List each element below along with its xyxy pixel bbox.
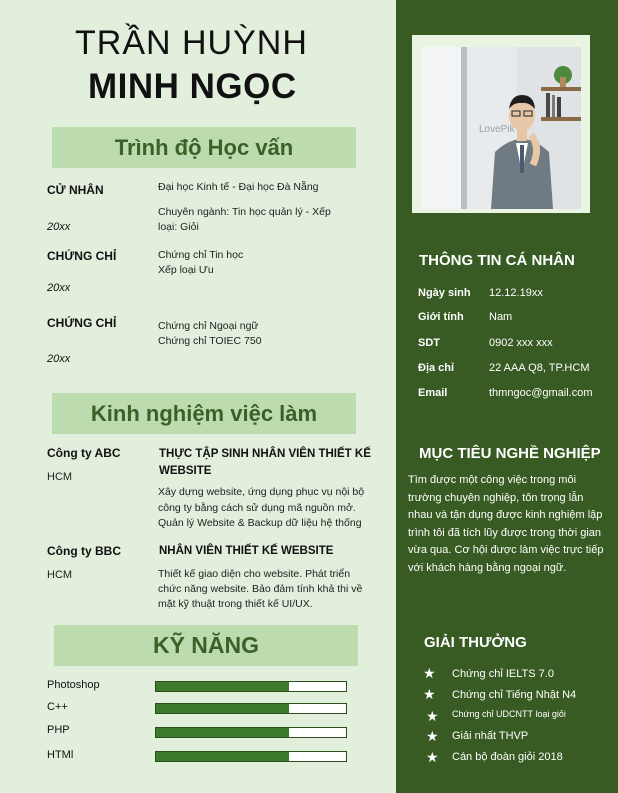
education-heading: Trình độ Học vấn: [52, 127, 356, 168]
skill-bar-2: [155, 703, 347, 714]
personal-value-email: thmngoc@gmail.com: [489, 387, 593, 399]
education-label-1: CỬ NHÂN: [47, 183, 104, 197]
skill-fill-4: [156, 752, 289, 761]
skill-name-4: HTMl: [47, 749, 74, 761]
star-icon: ★: [423, 665, 436, 681]
education-year-2: 20xx: [47, 282, 71, 294]
skill-bar-1: [155, 681, 347, 692]
education-line-3a: Chứng chỉ Ngoại ngữ: [158, 320, 259, 332]
photo-frame: [412, 35, 590, 213]
personal-key-birth: Ngày sinh: [418, 287, 471, 299]
profile-photo: [421, 47, 581, 209]
skills-heading: KỸ NĂNG: [54, 625, 358, 666]
education-line-2b: Xếp loại Ưu: [158, 264, 214, 276]
education-line-1b: Chuyên ngành: Tin học quản lý - Xếp: [158, 206, 331, 218]
personal-value-gender: Nam: [489, 311, 513, 323]
education-label-2: CHỨNG CHỈ: [47, 249, 117, 263]
experience-desc-1c: Quản lý Website & Backup dữ liệu hệ thống: [158, 517, 362, 529]
skill-bar-3: [155, 727, 347, 738]
education-label-3: CHỨNG CHỈ: [47, 316, 117, 330]
personal-value-birth: 12.12.19xx: [489, 287, 543, 299]
experience-desc-2a: Thiết kế giao diện cho website. Phát triển: [158, 568, 351, 580]
education-year-1: 20xx: [47, 221, 71, 233]
award-3: Chứng chỉ UDCNTT loại giỏi: [452, 709, 566, 719]
award-1: Chứng chỉ IELTS 7.0: [452, 668, 554, 680]
skill-name-2: C++: [47, 701, 68, 713]
education-line-1c: loại: Giỏi: [158, 221, 199, 233]
name-line-2: MINH NGỌC: [88, 67, 297, 106]
experience-desc-2b: chức năng website. Bảo đảm tính khả thi về: [158, 583, 363, 595]
education-line-1a: Đại học Kinh tế - Đại học Đà Nẵng: [158, 181, 319, 193]
experience-company-1: Công ty ABC: [47, 446, 121, 460]
star-icon: ★: [426, 749, 439, 765]
experience-desc-2c: mặt kỹ thuật trong thiết kế UI/UX.: [158, 598, 313, 610]
experience-heading: Kinh nghiệm việc làm: [52, 393, 356, 434]
experience-title-1a: THỰC TẬP SINH NHÂN VIÊN THIẾT KẾ: [159, 448, 371, 460]
experience-desc-1b: công ty bằng cách sử dụng mã nguồn mở.: [158, 502, 356, 514]
skill-name-1: Photoshop: [47, 679, 100, 691]
education-line-2a: Chứng chỉ Tin học: [158, 249, 244, 261]
star-icon: ★: [426, 728, 439, 744]
personal-key-email: Email: [418, 387, 448, 399]
personal-value-address: 22 AAA Q8, TP.HCM: [489, 362, 590, 374]
experience-desc-1a: Xây dựng website, ứng dụng phục vụ nội bộ: [158, 486, 365, 498]
photo-watermark: LovePik: [479, 124, 515, 135]
experience-location-1: HCM: [47, 471, 73, 483]
experience-title-1b: WEBSITE: [159, 465, 212, 477]
star-icon: ★: [423, 686, 436, 702]
education-year-3: 20xx: [47, 353, 71, 365]
objective-heading: MỤC TIÊU NGHỀ NGHIỆP: [419, 445, 601, 462]
experience-company-2: Công ty BBC: [47, 544, 121, 558]
experience-location-2: HCM: [47, 569, 73, 581]
skill-bar-4: [155, 751, 347, 762]
objective-text: Tìm được một công việc trong môi trường chuyên nghiệp, tôn trọng lẫn nhau và tận dụng được kinh nghiệm lập trình tôi đã tích lũy được trong thời gian vừa qua. Cơ hội được làm việc trực tiếp với khách hàng bằng ngoại ngữ.: [408, 474, 604, 574]
name-line-1: TRẦN HUỲNH: [75, 24, 308, 62]
star-icon: ★: [426, 708, 439, 724]
award-2: Chứng chỉ Tiếng Nhật N4: [452, 689, 577, 701]
personal-heading: THÔNG TIN CÁ NHÂN: [419, 252, 575, 269]
personal-key-gender: Giới tính: [418, 311, 464, 323]
personal-key-phone: SDT: [418, 337, 440, 349]
skill-fill-2: [156, 704, 289, 713]
personal-key-address: Địa chỉ: [418, 362, 455, 374]
award-5: Cán bộ đoàn giỏi 2018: [452, 751, 563, 763]
education-line-3b: Chứng chỉ TOIEC 750: [158, 335, 262, 347]
personal-value-phone: 0902 xxx xxx: [489, 337, 553, 349]
skill-name-3: PHP: [47, 724, 70, 736]
experience-title-2: NHÂN VIÊN THIẾT KẾ WEBSITE: [159, 545, 334, 557]
skill-fill-1: [156, 682, 289, 691]
award-4: Giải nhất THVP: [452, 730, 529, 742]
awards-heading: GIẢI THƯỞNG: [424, 634, 527, 651]
skill-fill-3: [156, 728, 289, 737]
